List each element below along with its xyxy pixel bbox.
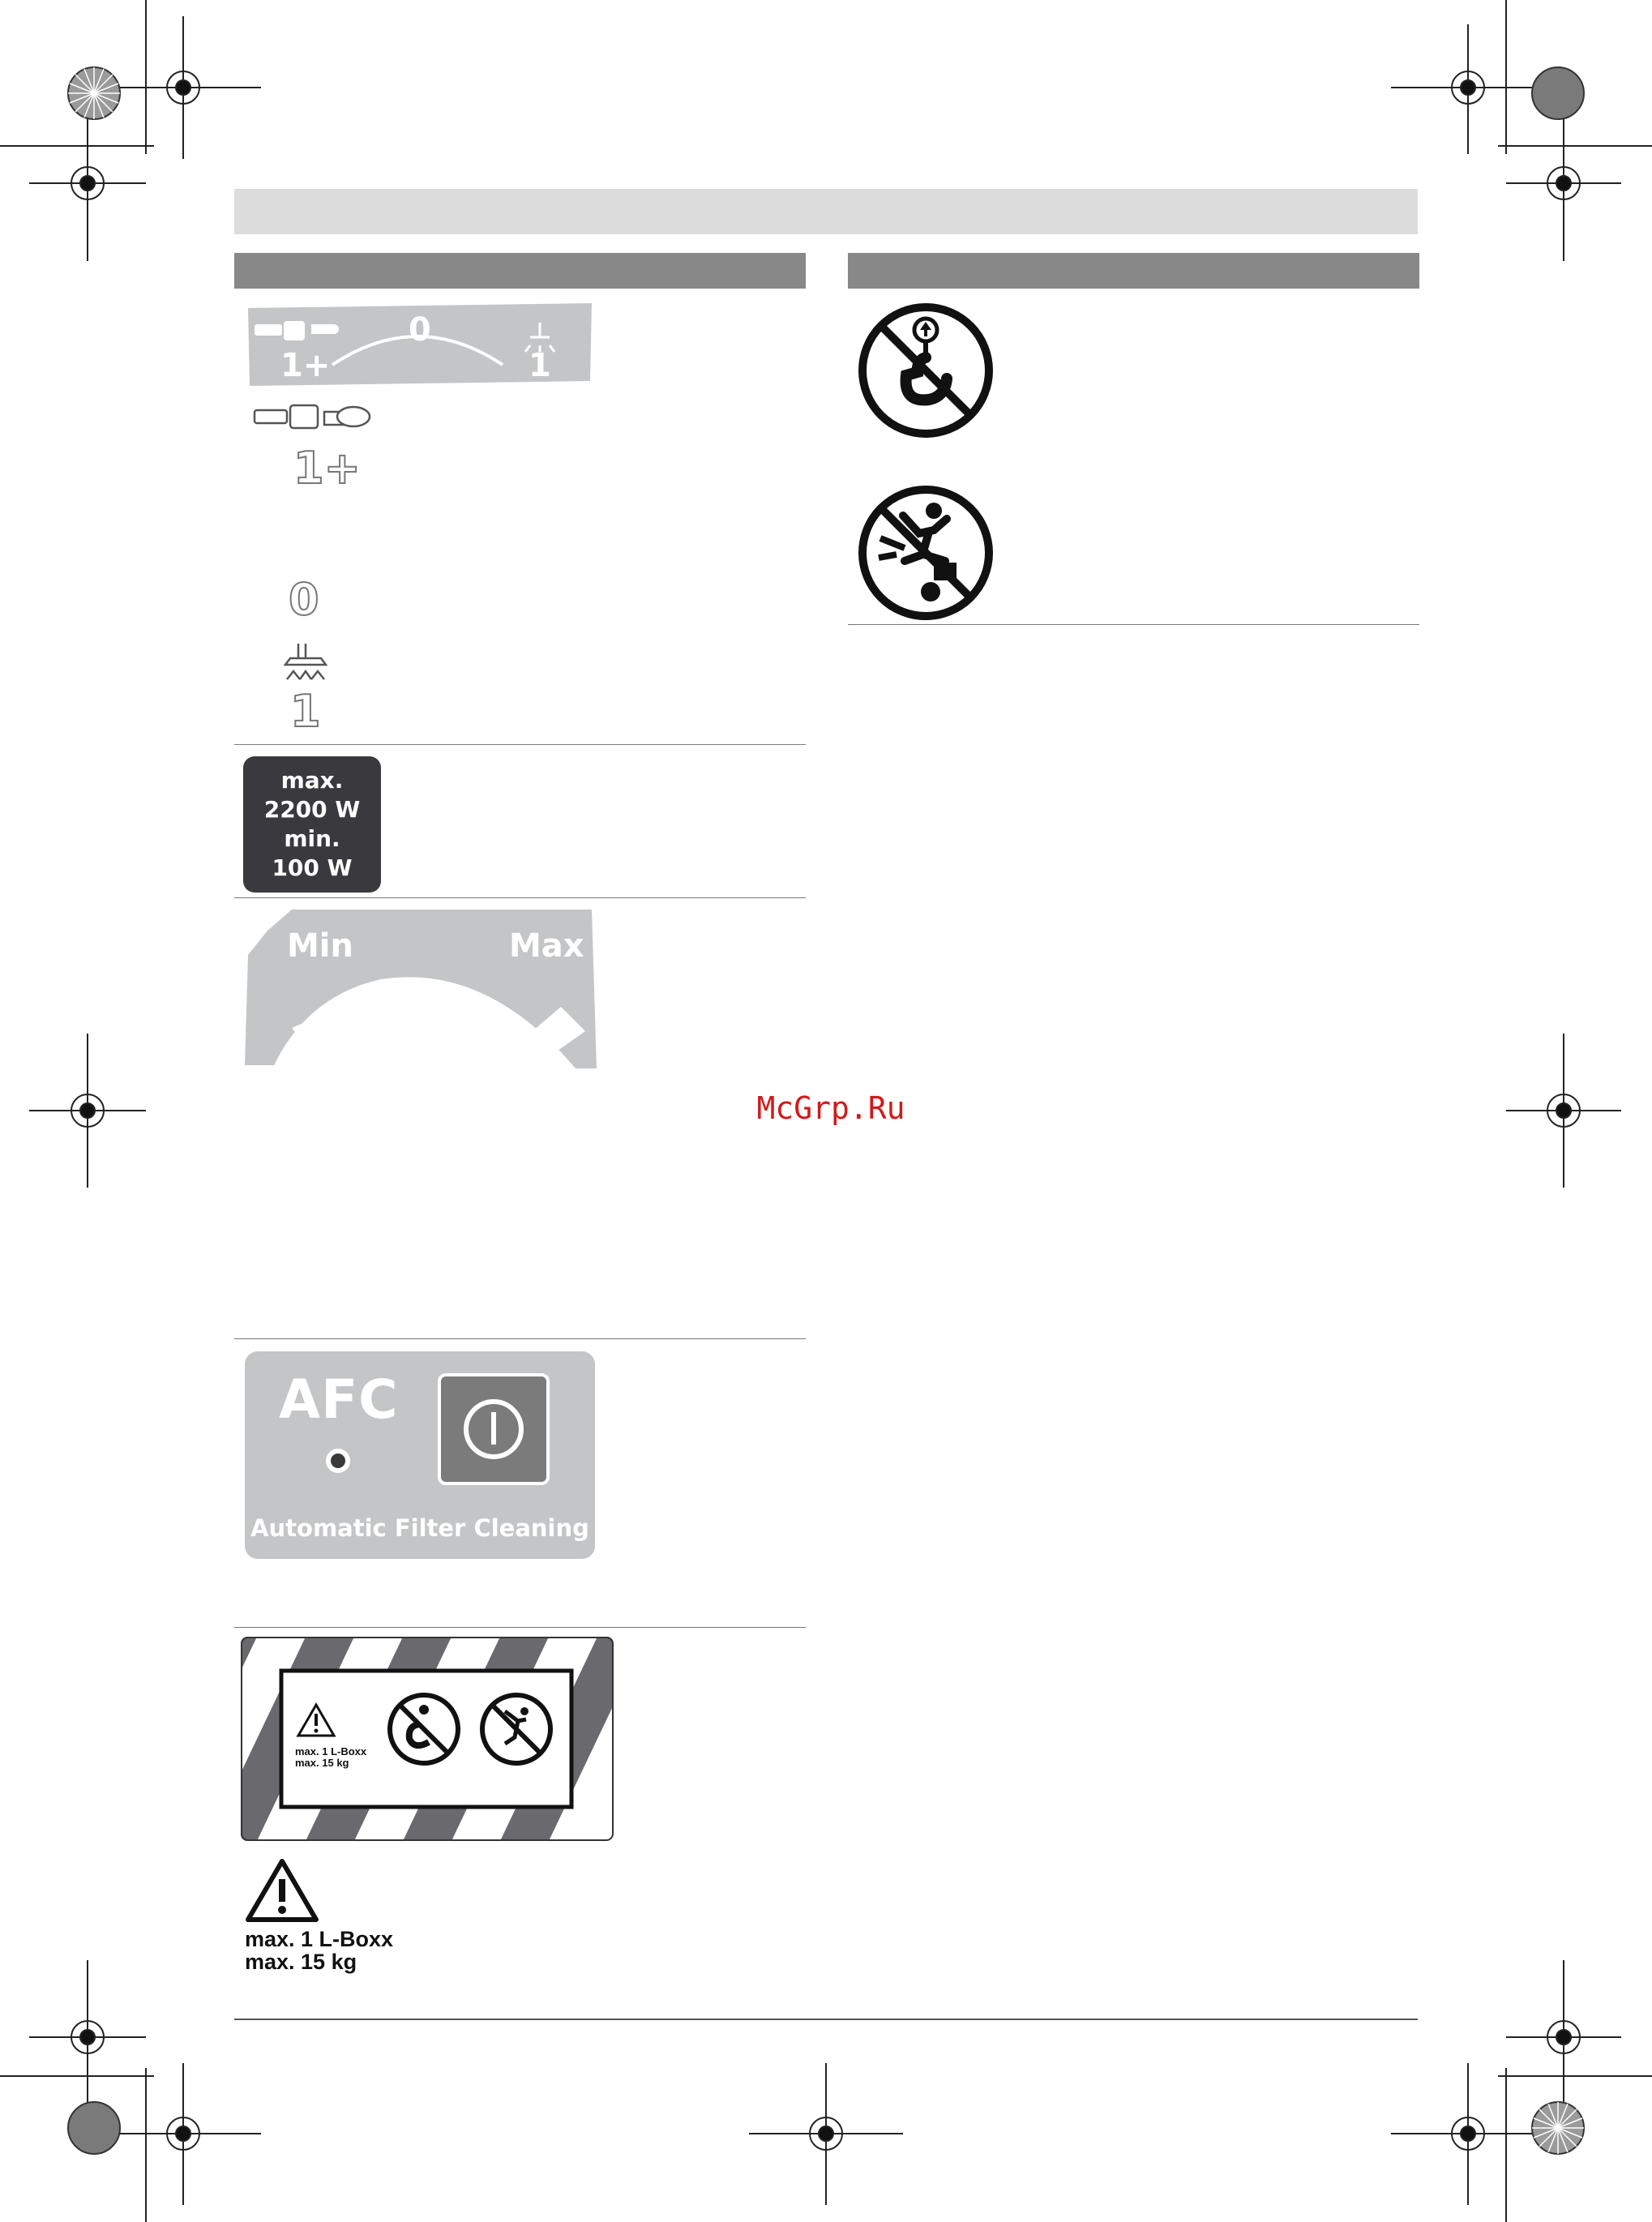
switch-left-setting: 1+: [280, 347, 331, 384]
divider-4: [234, 1627, 806, 1628]
afc-title: AFC: [279, 1368, 399, 1431]
watermark: McGrp.Ru: [756, 1090, 905, 1126]
mini-warning-line1: max. 1 L-Boxx: [295, 1745, 367, 1757]
switch-center-setting: 0: [409, 311, 431, 349]
warning-triangle-large-icon: [243, 1856, 321, 1924]
load-warning-line2: max. 15 kg: [245, 1950, 357, 1974]
footer-rule: [234, 2019, 1418, 2020]
divider-1: [234, 744, 806, 745]
no-riding-icon: [482, 1695, 550, 1763]
load-warning-text: [245, 1928, 393, 1973]
left-column-header: [234, 253, 806, 289]
right-column-header: [848, 253, 1419, 289]
afc-power-button[interactable]: [438, 1373, 550, 1485]
power-max-label: max.: [280, 767, 344, 794]
no-crane-hook-icon: [390, 1695, 458, 1763]
dial-max-label: Max: [509, 927, 584, 965]
divider-2: [234, 897, 806, 898]
afc-indicator-led: [326, 1449, 350, 1473]
power-min-label: min.: [284, 825, 340, 852]
dial-min-label: Min: [287, 927, 353, 965]
divider-3: [234, 1338, 806, 1339]
mini-warning-line2: max. 15 kg: [295, 1757, 349, 1769]
power-icon: [441, 1376, 546, 1482]
hazard-label: [241, 1637, 614, 1841]
no-riding-on-device-icon: [856, 483, 995, 623]
power-tools-legend-icon: [251, 400, 381, 439]
divider-right: [848, 624, 1419, 625]
legend-off: 0: [289, 574, 319, 625]
load-warning-line1: max. 1 L-Boxx: [245, 1927, 394, 1951]
vacuum-legend-icon: [276, 640, 336, 686]
mini-warning-text: [295, 1746, 366, 1769]
power-max-value: 2200 W: [263, 796, 361, 823]
top-band: [234, 189, 1418, 234]
power-min-value: 100 W: [272, 854, 353, 881]
afc-caption: Automatic Filter Cleaning: [250, 1514, 589, 1542]
legend-vacuum-mode: 1: [290, 686, 321, 737]
no-crane-lifting-icon: [856, 301, 995, 440]
switch-right-setting: 1: [529, 347, 551, 384]
power-rating-badge: [243, 756, 381, 893]
legend-power-tool-mode: 1+: [293, 443, 361, 494]
